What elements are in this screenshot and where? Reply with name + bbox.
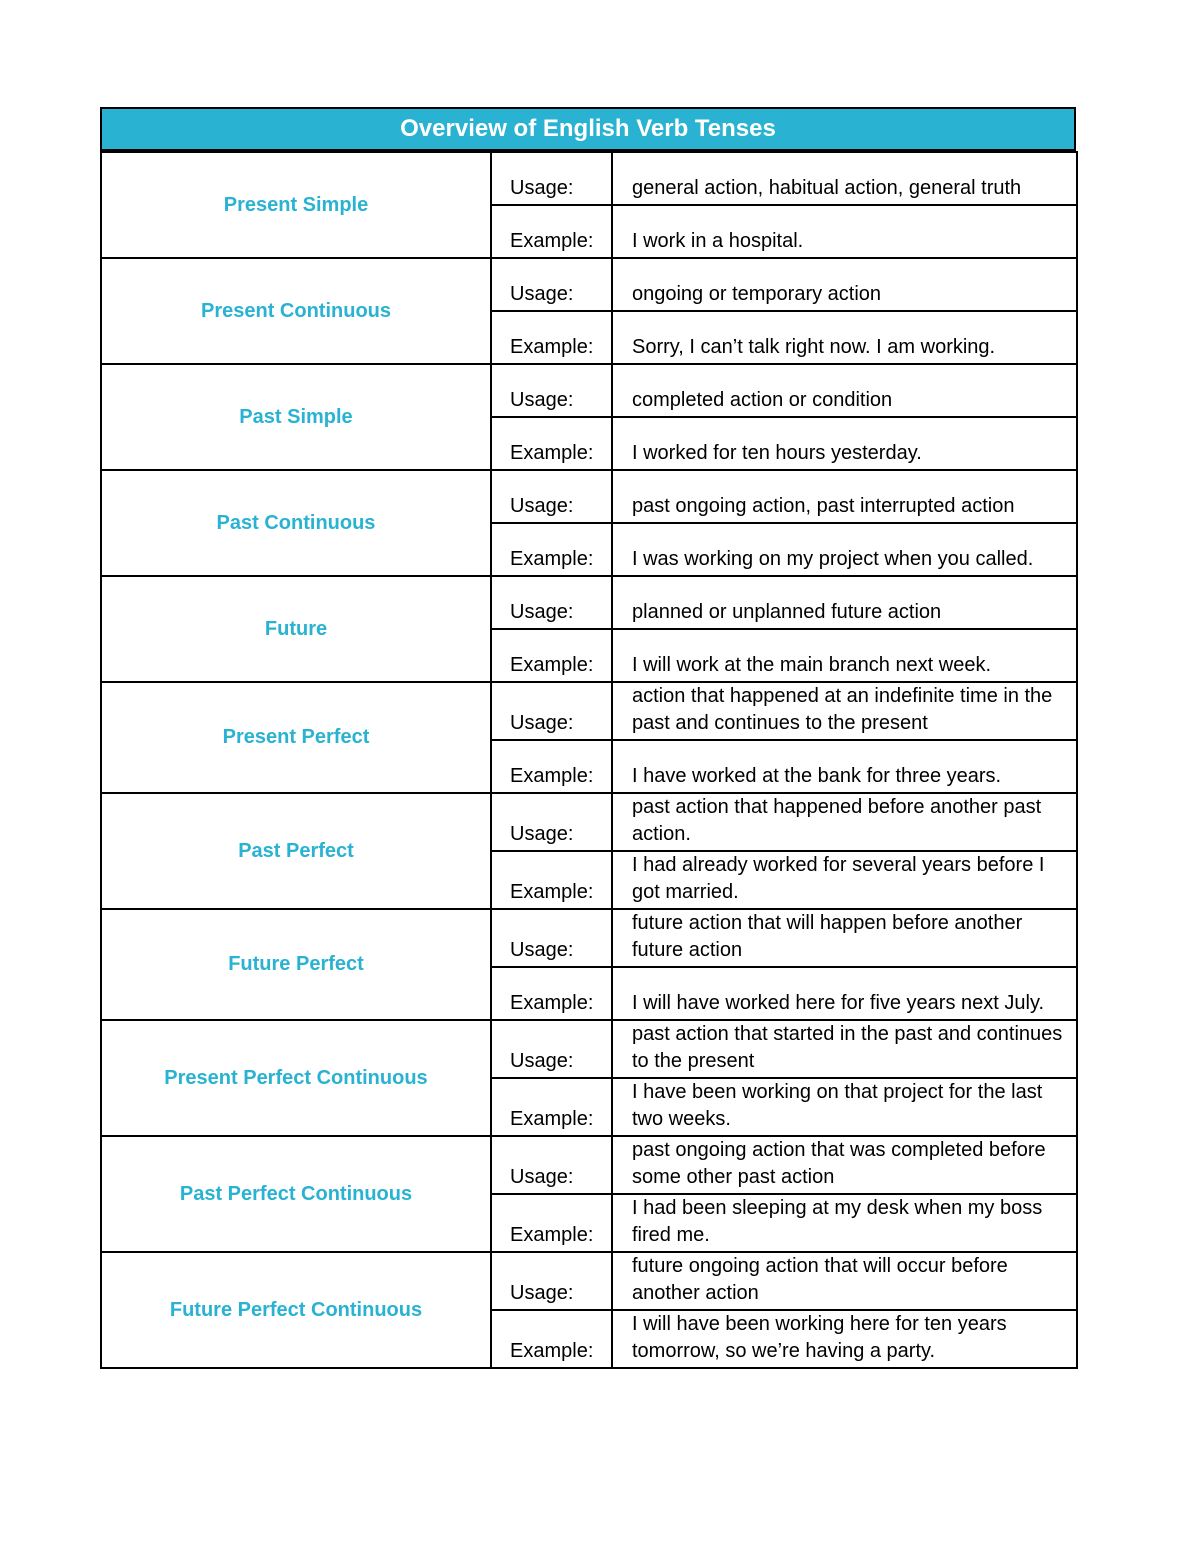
usage-label: Usage: xyxy=(491,576,612,629)
tense-overview-document xyxy=(100,107,1076,1369)
example-text: I will have worked here for five years next July. xyxy=(612,967,1077,1020)
example-text: I was working on my project when you called. xyxy=(612,523,1077,576)
usage-label: Usage: xyxy=(491,1252,612,1310)
table-row xyxy=(101,793,1077,851)
example-label: Example: xyxy=(491,851,612,909)
usage-text: past ongoing action that was completed before some other past action xyxy=(612,1136,1077,1194)
usage-text: past action that happened before another past action. xyxy=(612,793,1077,851)
table-row xyxy=(101,1020,1077,1078)
usage-text: action that happened at an indefinite time in the past and continues to the present xyxy=(612,682,1077,740)
example-text: I had already worked for several years before I got married. xyxy=(612,851,1077,909)
example-text: Sorry, I can’t talk right now. I am working. xyxy=(612,311,1077,364)
tense-name: Past Simple xyxy=(101,364,491,470)
example-label: Example: xyxy=(491,205,612,258)
tense-name: Future Perfect xyxy=(101,909,491,1020)
example-label: Example: xyxy=(491,1310,612,1368)
usage-text: future action that will happen before another future action xyxy=(612,909,1077,967)
usage-text: general action, habitual action, general truth xyxy=(612,152,1077,205)
tense-name: Past Perfect xyxy=(101,793,491,909)
table-row xyxy=(101,364,1077,417)
example-label: Example: xyxy=(491,740,612,793)
tense-name: Future xyxy=(101,576,491,682)
example-label: Example: xyxy=(491,629,612,682)
example-label: Example: xyxy=(491,1194,612,1252)
usage-label: Usage: xyxy=(491,793,612,851)
tense-name: Past Continuous xyxy=(101,470,491,576)
example-text: I had been sleeping at my desk when my boss fired me. xyxy=(612,1194,1077,1252)
usage-label: Usage: xyxy=(491,470,612,523)
tense-table-body xyxy=(101,152,1077,1368)
example-text: I will work at the main branch next week. xyxy=(612,629,1077,682)
usage-label: Usage: xyxy=(491,258,612,311)
usage-text: future ongoing action that will occur before another action xyxy=(612,1252,1077,1310)
usage-label: Usage: xyxy=(491,152,612,205)
usage-text: completed action or condition xyxy=(612,364,1077,417)
example-label: Example: xyxy=(491,311,612,364)
table-row xyxy=(101,909,1077,967)
usage-label: Usage: xyxy=(491,1020,612,1078)
table-row xyxy=(101,576,1077,629)
tense-name: Present Perfect xyxy=(101,682,491,793)
example-text: I work in a hospital. xyxy=(612,205,1077,258)
usage-label: Usage: xyxy=(491,1136,612,1194)
usage-text: ongoing or temporary action xyxy=(612,258,1077,311)
tense-name: Present Simple xyxy=(101,152,491,258)
example-label: Example: xyxy=(491,967,612,1020)
table-row xyxy=(101,152,1077,205)
document-title: Overview of English Verb Tenses xyxy=(100,107,1076,151)
example-text: I worked for ten hours yesterday. xyxy=(612,417,1077,470)
table-row xyxy=(101,470,1077,523)
usage-text: past ongoing action, past interrupted action xyxy=(612,470,1077,523)
usage-text: past action that started in the past and continues to the present xyxy=(612,1020,1077,1078)
table-row xyxy=(101,682,1077,740)
tense-table xyxy=(100,151,1078,1369)
table-row xyxy=(101,1252,1077,1310)
usage-label: Usage: xyxy=(491,909,612,967)
usage-label: Usage: xyxy=(491,682,612,740)
usage-label: Usage: xyxy=(491,364,612,417)
table-row xyxy=(101,1136,1077,1194)
table-row xyxy=(101,258,1077,311)
example-label: Example: xyxy=(491,1078,612,1136)
tense-name: Future Perfect Continuous xyxy=(101,1252,491,1368)
tense-name: Past Perfect Continuous xyxy=(101,1136,491,1252)
example-label: Example: xyxy=(491,417,612,470)
usage-text: planned or unplanned future action xyxy=(612,576,1077,629)
example-label: Example: xyxy=(491,523,612,576)
example-text: I have worked at the bank for three years. xyxy=(612,740,1077,793)
tense-name: Present Perfect Continuous xyxy=(101,1020,491,1136)
example-text: I have been working on that project for the last two weeks. xyxy=(612,1078,1077,1136)
tense-name: Present Continuous xyxy=(101,258,491,364)
example-text: I will have been working here for ten years tomorrow, so we’re having a party. xyxy=(612,1310,1077,1368)
